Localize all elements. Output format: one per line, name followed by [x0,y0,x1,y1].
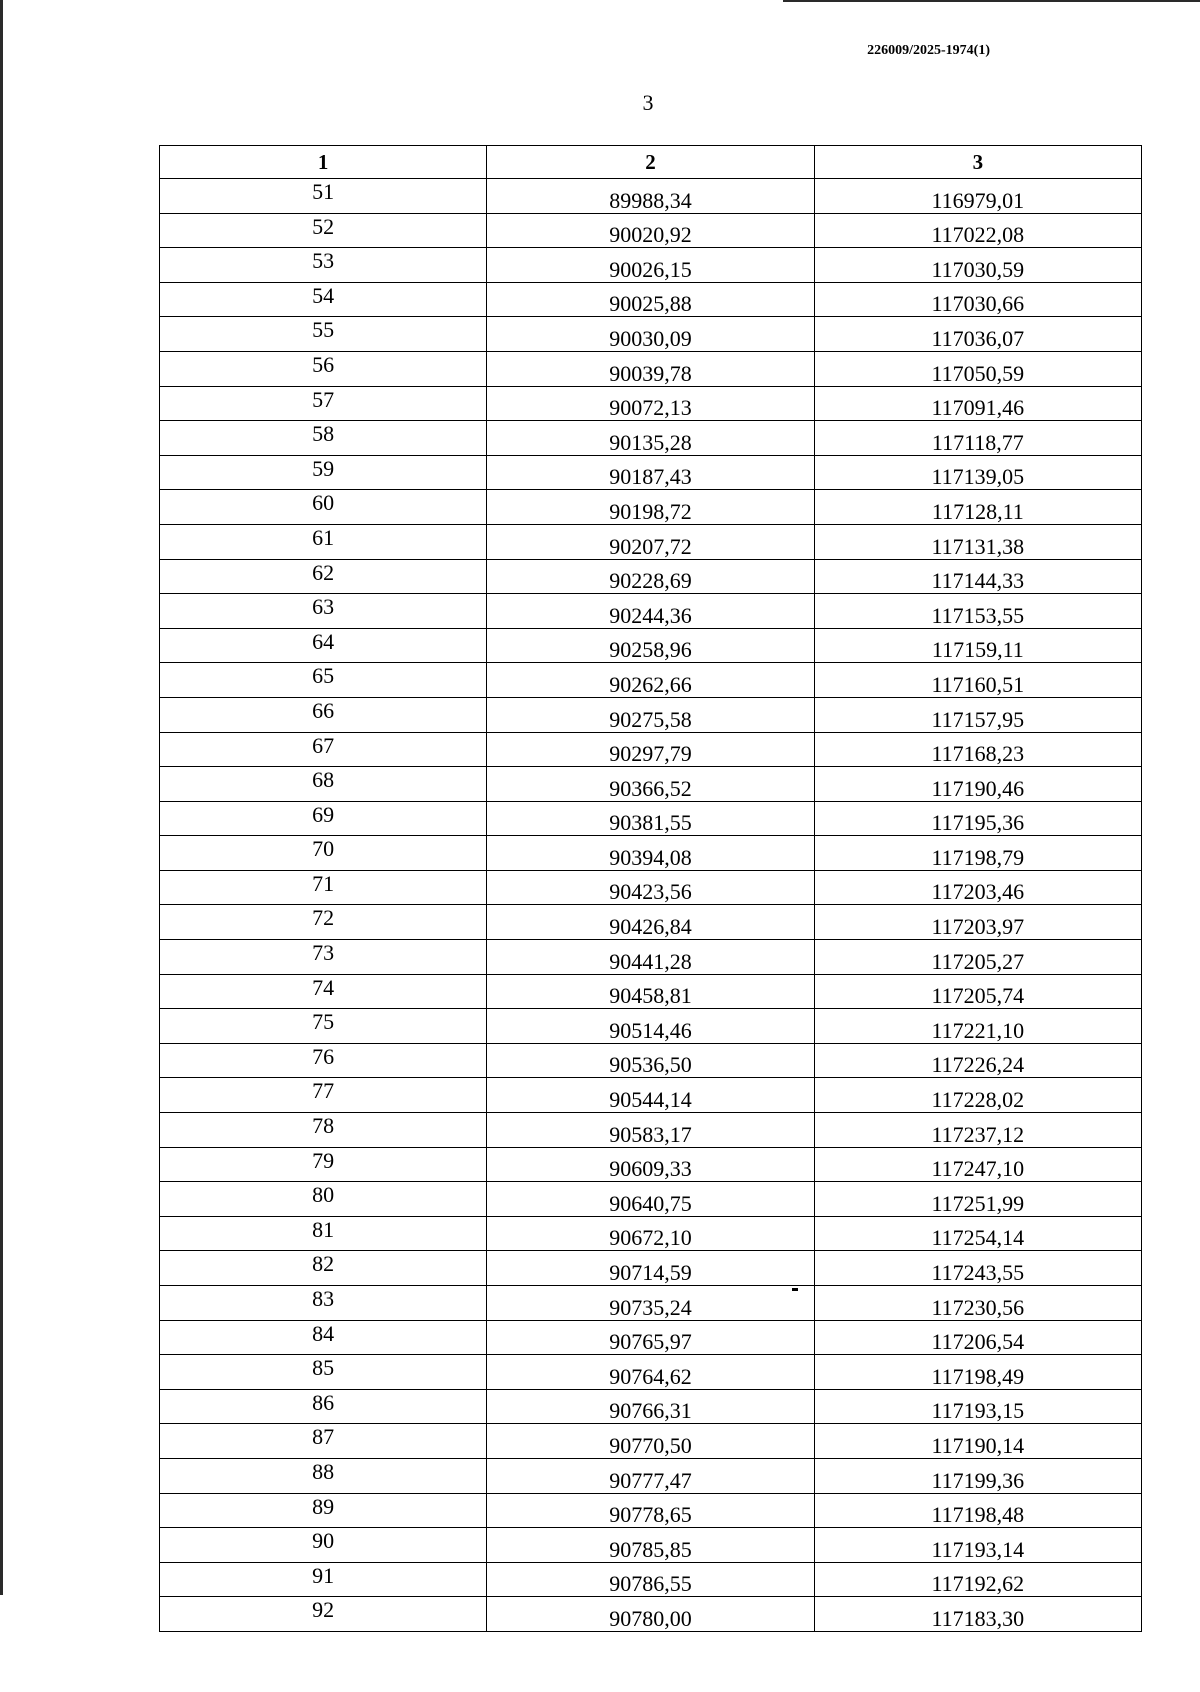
table-cell-col1: 67 [160,732,487,767]
table-cell-col3: 117091,46 [814,386,1141,421]
table-cell-col3: 117206,54 [814,1320,1141,1355]
table-cell-col1: 71 [160,870,487,905]
table-cell-col2: 90187,43 [487,455,814,490]
table-cell-col3: 117128,11 [814,490,1141,525]
page-number: 3 [642,90,654,115]
table-cell-col2: 90039,78 [487,351,814,386]
column-header-2: 2 [487,146,814,179]
table-cell-col1: 91 [160,1562,487,1597]
table-cell-col2: 90583,17 [487,1113,814,1148]
table-row [160,1597,1142,1632]
table-cell-col1: 66 [160,697,487,732]
table-cell-col1: 76 [160,1043,487,1078]
table-cell-col3: 117131,38 [814,524,1141,559]
table-cell-col2: 90030,09 [487,317,814,352]
table-row [160,248,1142,283]
table-row [160,282,1142,317]
table-cell-col2: 90198,72 [487,490,814,525]
table-cell-col1: 54 [160,282,487,317]
table-cell-col2: 90020,92 [487,213,814,248]
table-cell-col3: 117157,95 [814,697,1141,732]
table-row [160,455,1142,490]
table-cell-col3: 117159,11 [814,628,1141,663]
table-cell-col2: 90778,65 [487,1493,814,1528]
table-cell-col2: 90786,55 [487,1562,814,1597]
table-cell-col1: 52 [160,213,487,248]
table-row [160,1043,1142,1078]
table-cell-col3: 117198,79 [814,836,1141,871]
table-cell-col1: 55 [160,317,487,352]
table-row [160,1528,1142,1563]
column-header-3: 3 [814,146,1141,179]
table-cell-col3: 117251,99 [814,1182,1141,1217]
table-cell-col1: 80 [160,1182,487,1217]
table-cell-col1: 61 [160,524,487,559]
table-row [160,317,1142,352]
table-cell-col2: 90609,33 [487,1147,814,1182]
table-cell-col2: 90766,31 [487,1389,814,1424]
table-cell-col3: 117190,14 [814,1424,1141,1459]
table-cell-col1: 75 [160,1009,487,1044]
table-cell-col2: 90544,14 [487,1078,814,1113]
table-cell-col2: 90297,79 [487,732,814,767]
table-cell-col2: 90366,52 [487,767,814,802]
table-row [160,732,1142,767]
table-row [160,1251,1142,1286]
table-cell-col1: 77 [160,1078,487,1113]
table-row [160,421,1142,456]
table-cell-col3: 117203,97 [814,905,1141,940]
table-cell-col1: 51 [160,179,487,214]
table-row [160,628,1142,663]
table-cell-col3: 117139,05 [814,455,1141,490]
table-cell-col2: 90381,55 [487,801,814,836]
table-cell-col1: 82 [160,1251,487,1286]
table-cell-col1: 85 [160,1355,487,1390]
table-cell-col2: 90244,36 [487,594,814,629]
table-cell-col3: 117199,36 [814,1458,1141,1493]
table-cell-col2: 90423,56 [487,870,814,905]
table-row [160,490,1142,525]
table-cell-col2: 90765,97 [487,1320,814,1355]
table-cell-col2: 90785,85 [487,1528,814,1563]
table-row [160,940,1142,975]
table-row [160,386,1142,421]
table-cell-col2: 90672,10 [487,1216,814,1251]
table-cell-col3: 117205,74 [814,974,1141,1009]
table-row [160,663,1142,698]
table-cell-col1: 83 [160,1286,487,1321]
table-cell-col3: 117228,02 [814,1078,1141,1113]
table-cell-col3: 117030,59 [814,248,1141,283]
table-cell-col2: 90426,84 [487,905,814,940]
table-row [160,836,1142,871]
column-header-1: 1 [160,146,487,179]
table-cell-col3: 117243,55 [814,1251,1141,1286]
table-cell-col1: 63 [160,594,487,629]
table-cell-col2: 90514,46 [487,1009,814,1044]
table-row [160,1113,1142,1148]
table-cell-col1: 88 [160,1458,487,1493]
table-row [160,1147,1142,1182]
table-cell-col3: 117198,49 [814,1355,1141,1390]
table-cell-col3: 117230,56 [814,1286,1141,1321]
table-cell-col3: 116979,01 [814,179,1141,214]
table-cell-col3: 117193,15 [814,1389,1141,1424]
table-cell-col2: 90072,13 [487,386,814,421]
table-cell-col3: 117226,24 [814,1043,1141,1078]
table-cell-col3: 117190,46 [814,767,1141,802]
table-row [160,1286,1142,1321]
table-row [160,1355,1142,1390]
table-cell-col3: 117193,14 [814,1528,1141,1563]
table-row [160,1216,1142,1251]
table-row [160,594,1142,629]
table-cell-col2: 90262,66 [487,663,814,698]
table-cell-col3: 117183,30 [814,1597,1141,1632]
table-cell-col2: 90536,50 [487,1043,814,1078]
table-cell-col1: 92 [160,1597,487,1632]
table-cell-col2: 90777,47 [487,1458,814,1493]
table-cell-col3: 117195,36 [814,801,1141,836]
table-cell-col1: 86 [160,1389,487,1424]
table-cell-col2: 89988,34 [487,179,814,214]
table-body [160,179,1142,1632]
table-cell-col1: 72 [160,905,487,940]
table-cell-col3: 117144,33 [814,559,1141,594]
table-cell-col2: 90780,00 [487,1597,814,1632]
table-row [160,1458,1142,1493]
table-cell-col1: 53 [160,248,487,283]
table-cell-col1: 56 [160,351,487,386]
table-cell-col2: 90714,59 [487,1251,814,1286]
table-cell-col3: 117221,10 [814,1009,1141,1044]
table-cell-col1: 84 [160,1320,487,1355]
table-cell-col3: 117254,14 [814,1216,1141,1251]
table-row [160,1078,1142,1113]
table-cell-col1: 70 [160,836,487,871]
table-cell-col3: 117205,27 [814,940,1141,975]
table-row [160,1493,1142,1528]
table-cell-col3: 117198,48 [814,1493,1141,1528]
table-cell-col2: 90770,50 [487,1424,814,1459]
scan-edge-left [0,0,3,1595]
table-cell-col3: 117050,59 [814,351,1141,386]
table-cell-col2: 90275,58 [487,697,814,732]
table-cell-col3: 117118,77 [814,421,1141,456]
table-cell-col2: 90026,15 [487,248,814,283]
scan-speck [792,1288,798,1291]
table-row [160,524,1142,559]
table-row [160,870,1142,905]
table-cell-col1: 87 [160,1424,487,1459]
table-cell-col2: 90735,24 [487,1286,814,1321]
table-cell-col1: 69 [160,801,487,836]
table-cell-col3: 117203,46 [814,870,1141,905]
table-row [160,179,1142,214]
coordinates-table [159,145,1142,1632]
table-cell-col2: 90764,62 [487,1355,814,1390]
table-cell-col2: 90025,88 [487,282,814,317]
table-cell-col1: 90 [160,1528,487,1563]
table-header-row [160,146,1142,179]
table-row [160,697,1142,732]
table-cell-col1: 64 [160,628,487,663]
table-row [160,559,1142,594]
table-cell-col2: 90258,96 [487,628,814,663]
table-cell-col3: 117192,62 [814,1562,1141,1597]
table-row [160,974,1142,1009]
table-cell-col1: 89 [160,1493,487,1528]
table-row [160,1562,1142,1597]
table-cell-col1: 68 [160,767,487,802]
table-cell-col3: 117168,23 [814,732,1141,767]
table-row [160,1424,1142,1459]
table-cell-col2: 90228,69 [487,559,814,594]
table-cell-col2: 90135,28 [487,421,814,456]
table-cell-col3: 117237,12 [814,1113,1141,1148]
table-cell-col3: 117247,10 [814,1147,1141,1182]
table-cell-col2: 90207,72 [487,524,814,559]
table-cell-col1: 57 [160,386,487,421]
table-row [160,767,1142,802]
table-cell-col3: 117022,08 [814,213,1141,248]
table-cell-col1: 79 [160,1147,487,1182]
coordinates-table-container [159,145,1142,1632]
table-row [160,213,1142,248]
table-cell-col1: 73 [160,940,487,975]
table-row [160,801,1142,836]
table-cell-col1: 62 [160,559,487,594]
table-cell-col1: 81 [160,1216,487,1251]
table-cell-col2: 90394,08 [487,836,814,871]
table-cell-col1: 59 [160,455,487,490]
table-cell-col3: 117153,55 [814,594,1141,629]
table-row [160,1389,1142,1424]
table-cell-col3: 117160,51 [814,663,1141,698]
table-row [160,1320,1142,1355]
table-cell-col1: 60 [160,490,487,525]
table-cell-col1: 65 [160,663,487,698]
table-cell-col3: 117030,66 [814,282,1141,317]
table-row [160,905,1142,940]
table-cell-col2: 90640,75 [487,1182,814,1217]
document-number: 226009/2025-1974(1) [867,43,990,58]
table-cell-col2: 90441,28 [487,940,814,975]
table-cell-col1: 78 [160,1113,487,1148]
table-row [160,351,1142,386]
table-cell-col2: 90458,81 [487,974,814,1009]
table-cell-col1: 74 [160,974,487,1009]
scan-edge-top [783,0,1200,2]
table-cell-col3: 117036,07 [814,317,1141,352]
table-row [160,1182,1142,1217]
table-cell-col1: 58 [160,421,487,456]
table-row [160,1009,1142,1044]
